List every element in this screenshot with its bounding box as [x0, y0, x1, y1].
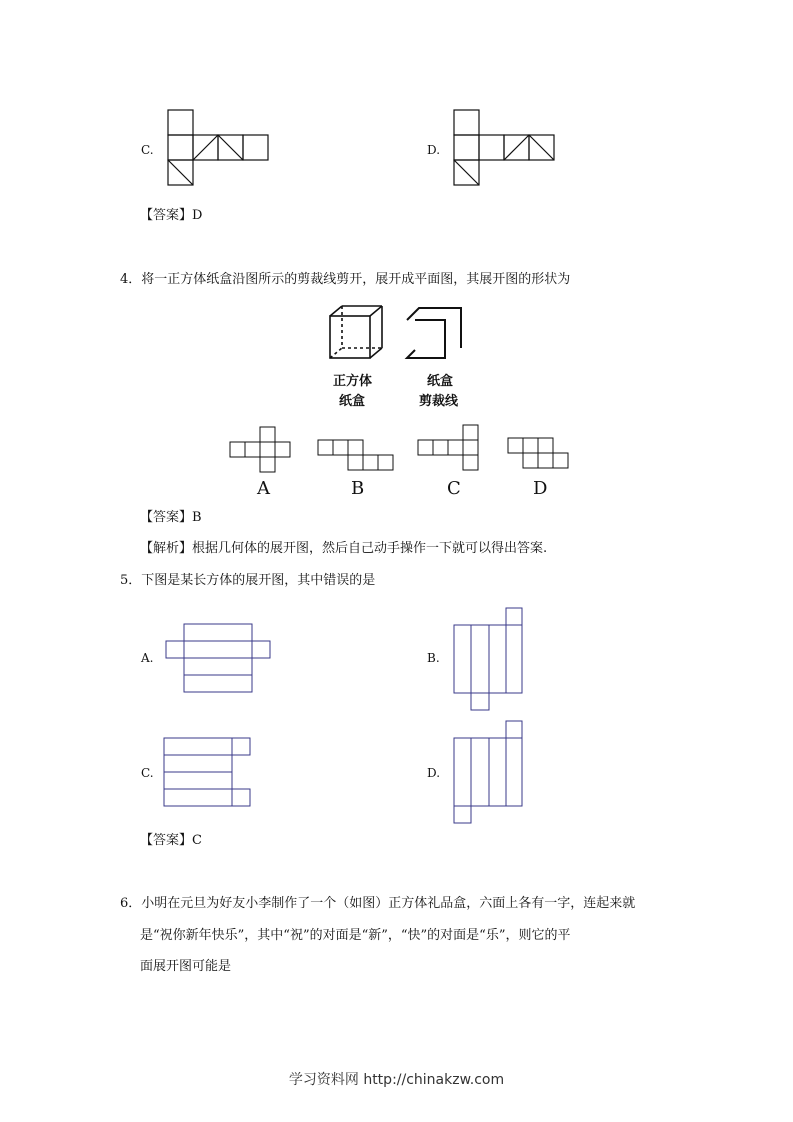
q4-net-b: [318, 440, 396, 472]
q3-net-c: [168, 110, 270, 188]
cube-figure: [328, 304, 384, 360]
q6-line-2: 是“祝你新年快乐”，其中“祝”的对面是“新”，“快”的对面是“乐”，则它的平: [140, 928, 571, 943]
q4-net-label-d: D: [533, 478, 548, 499]
q3-answer: 【答案】D: [140, 208, 203, 223]
q4-net-d: [508, 438, 570, 470]
cut-label-2: 剪裁线: [419, 394, 459, 409]
cut-lines-figure: [405, 306, 465, 360]
q4-answer: 【答案】B: [140, 510, 202, 525]
q4-net-a: [230, 427, 292, 473]
q6-line-3: 面展开图可能是: [140, 959, 232, 974]
q5-answer: 【答案】C: [140, 833, 202, 848]
q5-question: 5．下图是某长方体的展开图，其中错误的是: [120, 573, 376, 588]
q6-line-1: 6．小明在元旦为好友小李制作了一个（如图）正方体礼品盒，六面上各有一字，连起来就: [120, 896, 636, 911]
q5-net-a: [166, 624, 272, 694]
q5-option-c-label: C.: [141, 766, 154, 780]
q5-net-c: [164, 738, 254, 810]
q5-option-a-label: A.: [141, 651, 154, 665]
q4-net-label-a: A: [257, 478, 270, 499]
q3-option-d-label: D.: [427, 143, 441, 157]
q3-net-d: [454, 110, 556, 188]
q5-net-b: [454, 608, 526, 712]
cube-label-2: 纸盒: [339, 394, 366, 409]
footer-text: 学习资料网 http://chinakzw.com: [288, 1072, 505, 1088]
q5-net-d: [454, 721, 526, 825]
cube-label-1: 正方体: [333, 374, 373, 389]
q4-analysis: 【解析】根据几何体的展开图，然后自己动手操作一下就可以得出答案.: [140, 541, 548, 556]
q4-net-c: [418, 425, 480, 471]
cut-label-1: 纸盒: [427, 374, 454, 389]
q5-option-d-label: D.: [427, 766, 441, 780]
q3-option-c-label: C.: [141, 143, 154, 157]
q5-option-b-label: B.: [427, 651, 440, 665]
q4-net-label-b: B: [351, 478, 365, 499]
q4-net-label-c: C: [447, 478, 461, 499]
q4-question: 4．将一正方体纸盒沿图所示的剪裁线剪开，展开成平面图，其展开图的形状为: [120, 272, 571, 287]
